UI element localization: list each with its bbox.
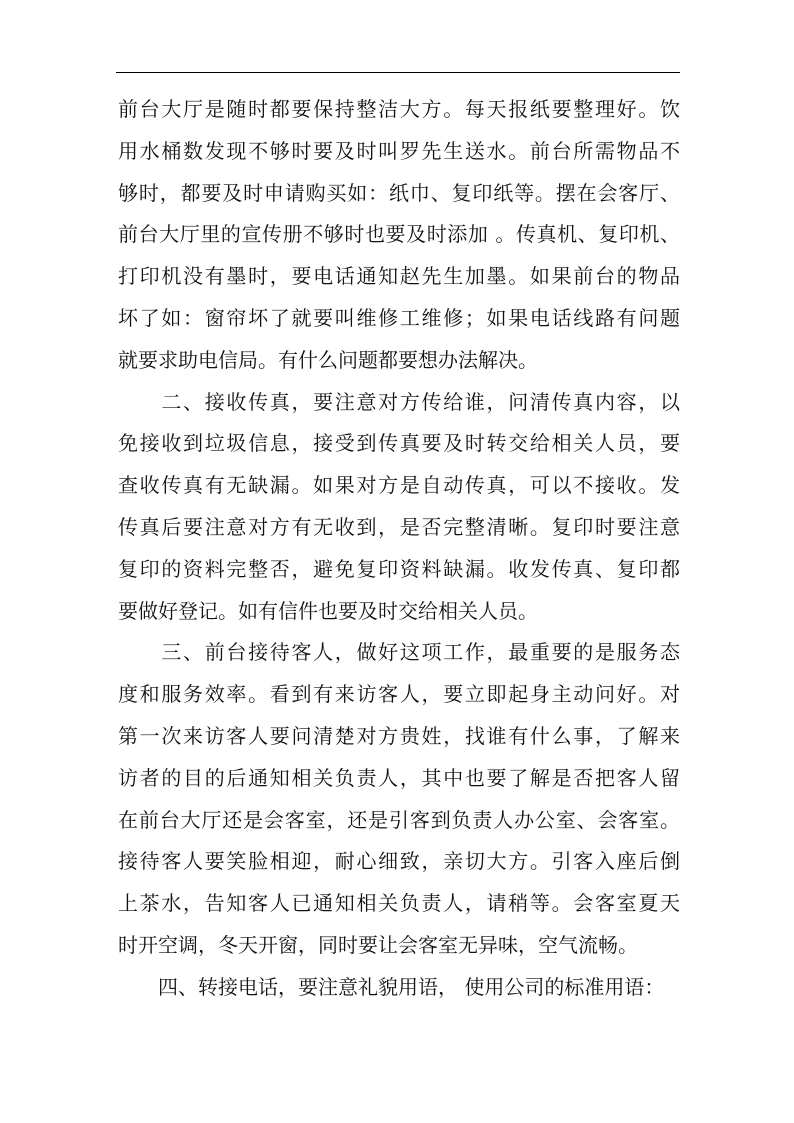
text-line: 要做好登记。如有信件也要及时交给相关人员。 bbox=[118, 598, 538, 623]
text-line: 时开空调，冬天开窗，同时要让会客室无异味，空气流畅。 bbox=[118, 932, 638, 957]
text-line: 第一次来访客人要问清楚对方贵姓，找谁有什么事，了解来 bbox=[118, 723, 680, 748]
text-line: 打印机没有墨时，要电话通知赵先生加墨。如果前台的物品 bbox=[118, 264, 680, 289]
text-line: 查收传真有无缺漏。如果对方是自动传真，可以不接收。发 bbox=[118, 473, 680, 498]
text-line: 接待客人要笑脸相迎，耐心细致，亲切大方。引客入座后倒 bbox=[118, 849, 680, 874]
text-line: 免接收到垃圾信息，接受到传真要及时转交给相关人员，要 bbox=[118, 431, 680, 456]
text-line: 前台大厅里的宣传册不够时也要及时添加 。传真机、复印机、 bbox=[118, 222, 680, 247]
paragraph-reception-guests bbox=[118, 632, 680, 966]
text-line: 度和服务效率。看到有来访客人，要立即起身主动问好。对 bbox=[118, 682, 680, 707]
text-line: 够时，都要及时申请购买如：纸巾、复印纸等。摆在会客厅、 bbox=[118, 180, 680, 205]
text-line: 用水桶数发现不够时要及时叫罗先生送水。前台所需物品不 bbox=[118, 138, 680, 163]
text-line: 访者的目的后通知相关负责人，其中也要了解是否把客人留 bbox=[118, 765, 680, 790]
text-line: 上茶水，告知客人已通知相关负责人，请稍等。会客室夏天 bbox=[118, 891, 680, 916]
header-rule bbox=[116, 72, 680, 73]
paragraph-phone-transfer bbox=[118, 967, 680, 1009]
text-line: 三、前台接待客人，做好这项工作，最重要的是服务态 bbox=[118, 640, 680, 665]
text-line: 复印的资料完整否，避免复印资料缺漏。收发传真、复印都 bbox=[118, 556, 680, 581]
paragraph-fax-copy bbox=[118, 382, 680, 633]
text-line: 四、转接电话，要注意礼貌用语， 使用公司的标准用语： bbox=[118, 974, 665, 999]
text-line: 就要求助电信局。有什么问题都要想办法解决。 bbox=[118, 347, 538, 372]
document-body bbox=[118, 89, 680, 1009]
text-line: 坏了如：窗帘坏了就要叫维修工维修；如果电话线路有问题 bbox=[118, 305, 680, 330]
text-line: 前台大厅是随时都要保持整洁大方。每天报纸要整理好。饮 bbox=[118, 97, 680, 121]
text-line: 传真后要注意对方有无收到，是否完整清晰。复印时要注意 bbox=[118, 514, 680, 539]
paragraph-front-desk-supplies bbox=[118, 89, 680, 382]
text-line: 在前台大厅还是会客室，还是引客到负责人办公室、会客室。 bbox=[118, 807, 680, 832]
text-line: 二、接收传真，要注意对方传给谁，问清传真内容，以 bbox=[118, 389, 680, 414]
